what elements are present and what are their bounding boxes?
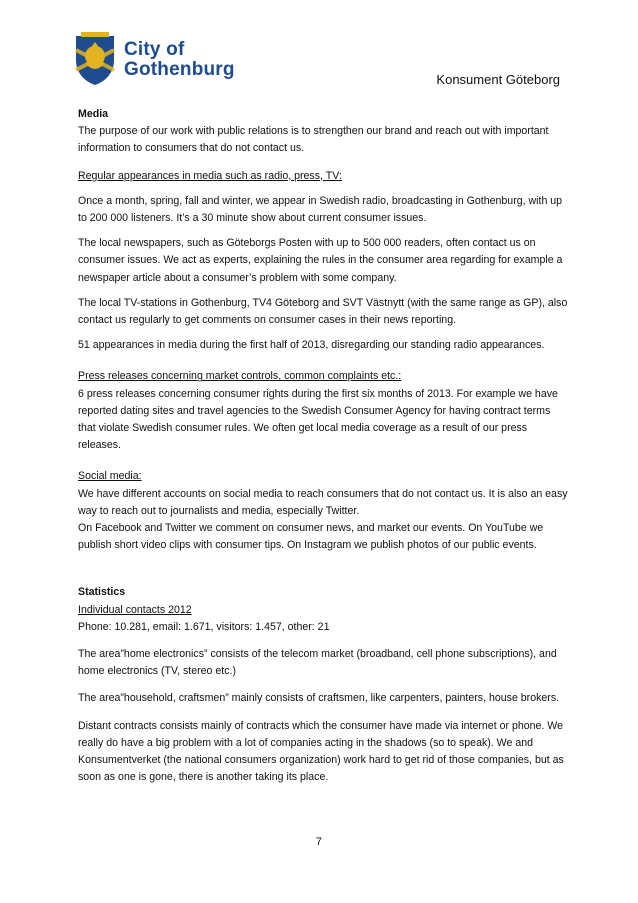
logo-line-2: Gothenburg: [124, 59, 235, 80]
coat-of-arms-icon: [72, 32, 118, 86]
logo-line-1: City of: [124, 39, 185, 60]
social-media-heading: Social media:: [78, 470, 142, 483]
regular-appearances-heading: Regular appearances in media such as radio, press, TV:: [78, 169, 342, 182]
individual-contacts-values: Phone: 10.281, email: 1.671, visitors: 1.457, other: 21: [78, 620, 330, 633]
household-paragraph: The area”household, craftsmen” mainly consists of craftsmen, like carpenters, painters, house brokers.: [78, 692, 560, 705]
appearances-paragraph: 51 appearances in media during the first half of 2013, disregarding our standing radio appearances.: [78, 339, 545, 352]
city-of-gothenburg-logo: [72, 32, 242, 88]
organization-name: Konsument Göteborg: [436, 72, 560, 87]
media-intro: The purpose of our work with public relations is to strengthen our brand and reach out with important information to consumers that do not contact us.: [78, 125, 549, 155]
newspapers-paragraph: The local newspapers, such as Göteborgs Posten with up to 500 000 readers, often contact us on consumer issues. We act as experts, explaining the rules in the consumer area regarding for example a newspaper article about a consumer’s problem with some company.: [78, 237, 563, 284]
media-heading: Media: [78, 108, 109, 120]
document-body: [78, 106, 568, 787]
individual-contacts-heading: Individual contacts 2012: [78, 603, 192, 616]
social-media-paragraph-2: On Facebook and Twitter we comment on consumer news, and market our events. On YouTube we publish short video clips with consumer tips. On Instagram we publish photos of our public events.: [78, 522, 544, 552]
page-number: 7: [316, 836, 322, 848]
press-releases-heading: Press releases concerning market controls, common complaints etc.:: [78, 370, 402, 383]
tv-paragraph: The local TV-stations in Gothenburg, TV4 Göteborg and SVT Västnytt (with the same range as GP), also contact us regularly to get comments on consumer cases in their news reporting.: [78, 296, 568, 327]
social-media-paragraph-1: We have different accounts on social media to reach consumers that do not contact us. It is also an easy way to reach out to journalists and media, especially Twitter.: [78, 487, 568, 517]
home-electronics-paragraph: The area”home electronics” consists of the telecom market (broadband, cell phone subscriptions), and home electronics (TV, stereo etc.): [78, 648, 557, 678]
statistics-heading: Statistics: [78, 586, 126, 599]
logo-wordmark: [124, 40, 235, 80]
radio-paragraph: Once a month, spring, fall and winter, we appear in Swedish radio, broadcasting in Gothenburg, with up to 200 000 listeners. It’s a 30 minute show about current consumer issues.: [78, 194, 563, 225]
press-releases-paragraph: 6 press releases concerning consumer rights during the first six months of 2013. For example we have reported dating sites and travel agencies to the Swedish Consumer Agency for having contract terms that violate Swedish consumer rules. We often get local media coverage as a result of our press releases.: [78, 387, 558, 452]
distant-contracts-paragraph: Distant contracts consists mainly of contracts which the consumer have made via internet or phone. We really do have a big problem with a lot of companies acting in the shadows (so to speak). We and Konsumentverket (the national consumers organization) work hard to get rid of those companies, but as soon as one is gone, there is another taking its place.: [78, 719, 564, 784]
